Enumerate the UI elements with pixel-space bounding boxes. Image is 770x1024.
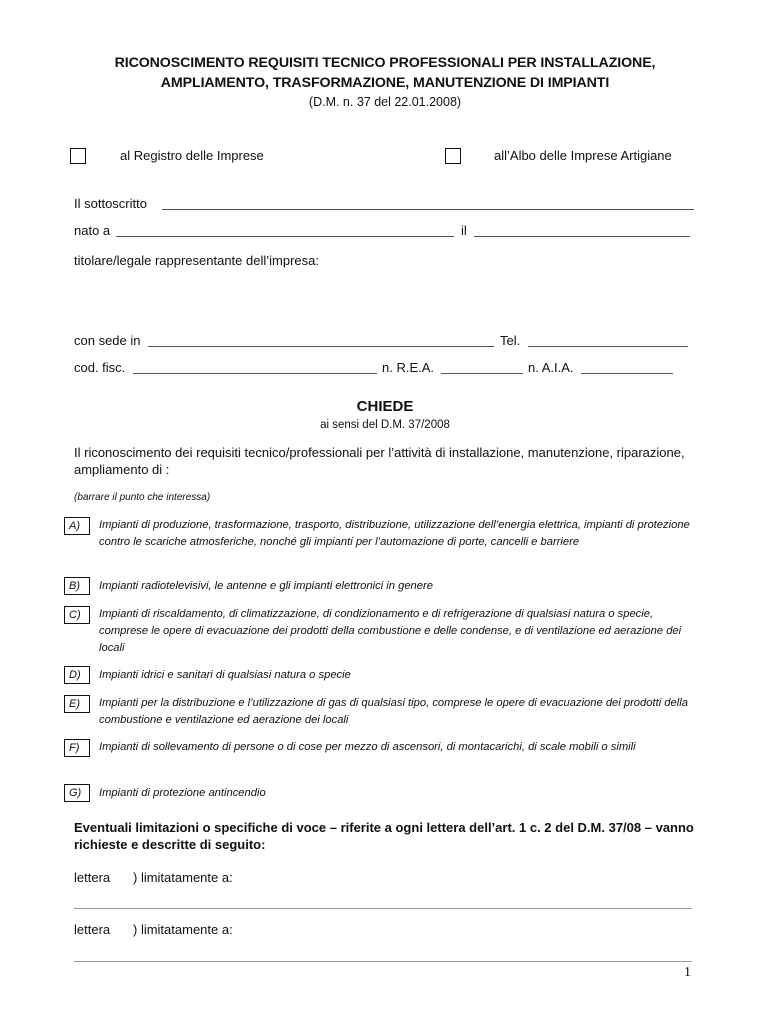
cod-fisc-label: cod. fisc.	[74, 360, 126, 375]
item-a-text: Impianti di produzione, trasformazione, trasporto, distribuzione, utilizzazione dell’energia elettrica, impianti di protezione contro le scariche atmosferiche, nonché gli impianti per l’automazione di porte, cancelli e barriere	[99, 519, 690, 548]
item-d-text: Impianti idrici e sanitari di qualsiasi natura o specie	[99, 669, 351, 681]
sottoscritto-label: Il sottoscritto	[74, 196, 147, 211]
item-g-checkbox[interactable]: G)	[64, 784, 90, 802]
item-b-text: Impianti radiotelevisivi, le antenne e gli impianti elettronici in genere	[99, 580, 433, 592]
nato-a-label: nato a	[74, 223, 111, 238]
limitation-field-1[interactable]	[74, 908, 692, 909]
albo-artigiane-label: all’Albo delle Imprese Artigiane	[494, 148, 672, 163]
item-c-text: Impianti di riscaldamento, di climatizzazione, di condizionamento e di refrigerazione di qualsiasi natura o specie, comprese le opere di evacuazione dei prodotti della combustione e delle condense, e di ventilazione ed aerazione dei locali	[99, 608, 682, 654]
sede-label: con sede in	[74, 333, 141, 348]
limitation-field-2[interactable]	[74, 961, 692, 962]
aia-field[interactable]	[581, 373, 673, 374]
form-title-line1: RICONOSCIMENTO REQUISITI TECNICO PROFESSIONALI PER INSTALLAZIONE,	[114, 55, 656, 71]
aia-label: n. A.I.A.	[528, 360, 574, 375]
tel-field[interactable]	[528, 346, 688, 347]
request-paragraph: Il riconoscimento dei requisiti tecnico/professionali per l’attività di installazione, manutenzione, riparazione, ampliamento di :	[74, 445, 685, 477]
chiede-heading: CHIEDE	[356, 398, 414, 415]
item-b-checkbox[interactable]: B)	[64, 577, 90, 595]
cod-fisc-field[interactable]	[133, 373, 377, 374]
page-number: 1	[684, 965, 691, 980]
item-f-text: Impianti di sollevamento di persone o di cose per mezzo di ascensori, di montacarichi, di scale mobili o simili	[99, 741, 636, 753]
limitations-heading: Eventuali limitazioni o specifiche di voce – riferite a ogni lettera dell’art. 1 c. 2 del D.M. 37/08 – vanno richieste e descritte di seguito:	[74, 820, 694, 852]
lettera-label-1: lettera	[74, 870, 111, 885]
sottoscritto-field[interactable]	[162, 209, 694, 210]
limitatamente-label-1: ) limitatamente a:	[133, 870, 233, 885]
item-c-checkbox[interactable]: C)	[64, 606, 90, 624]
albo-artigiane-checkbox[interactable]	[445, 148, 461, 164]
sede-field[interactable]	[148, 346, 494, 347]
rea-field[interactable]	[441, 373, 523, 374]
nato-a-field[interactable]	[116, 236, 454, 237]
form-title-line2: AMPLIAMENTO, TRASFORMAZIONE, MANUTENZIONE DI IMPIANTI	[160, 75, 610, 91]
item-g-text: Impianti di protezione antincendio	[99, 787, 266, 799]
item-e-text: Impianti per la distribuzione e l’utilizzazione di gas di qualsiasi tipo, comprese le opere di evacuazione dei prodotti della combustione e ventilazione ed aerazione dei locali	[99, 697, 688, 726]
tel-label: Tel.	[500, 333, 521, 348]
lettera-label-2: lettera	[74, 922, 111, 937]
item-f-checkbox[interactable]: F)	[64, 739, 90, 757]
item-a-checkbox[interactable]: A)	[64, 517, 90, 535]
item-d-checkbox[interactable]: D)	[64, 666, 90, 684]
data-nascita-label: il	[461, 223, 467, 238]
form-subtitle: (D.M. n. 37 del 22.01.2008)	[308, 95, 462, 109]
registro-imprese-checkbox[interactable]	[70, 148, 86, 164]
limitatamente-label-2: ) limitatamente a:	[133, 922, 233, 937]
registro-imprese-label: al Registro delle Imprese	[120, 148, 264, 163]
rea-label: n. R.E.A.	[382, 360, 435, 375]
chiede-subheading: ai sensi del D.M. 37/2008	[320, 419, 450, 431]
titolare-label: titolare/legale rappresentante dell’impresa:	[74, 253, 319, 268]
item-e-checkbox[interactable]: E)	[64, 695, 90, 713]
data-nascita-field[interactable]	[474, 236, 690, 237]
instruction-note: (barrare il punto che interessa)	[74, 492, 211, 503]
